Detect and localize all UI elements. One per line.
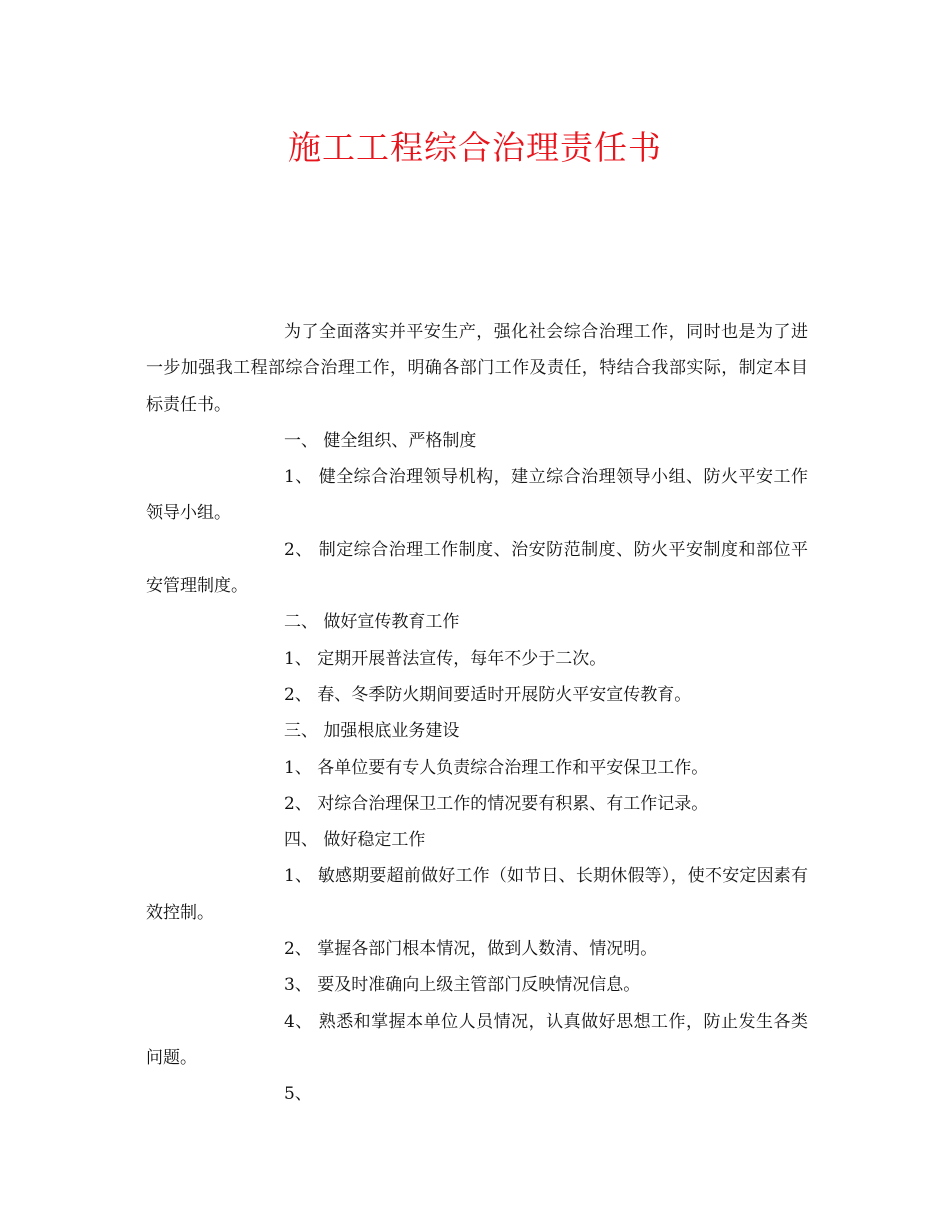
section-heading-1: 一、 健全组织、严格制度 (284, 430, 477, 451)
section-4-item-3: 3、 要及时准确向上级主管部门反映情况信息。 (284, 975, 641, 996)
section-3-item-1: 1、 各单位要有专人负责综合治理工作和平安保卫工作。 (284, 757, 709, 778)
section-1-item-2: 2、 制定综合治理工作制度、治安防范制度、防火平安制度和部位平安管理制度。 (146, 539, 808, 597)
section-4-item-2: 2、 掌握各部门根本情况，做到人数清、情况明。 (284, 939, 658, 960)
section-heading-3: 三、 加强根底业务建设 (284, 721, 460, 742)
document-body (146, 314, 808, 1113)
section-4-item-1: 1、 敏感期要超前做好工作（如节日、长期休假等），使不安定因素有效控制。 (146, 866, 808, 923)
section-2-item-1: 1、 定期开展普法宣传，每年不少于二次。 (284, 648, 607, 669)
section-4-item-4: 4、 熟悉和掌握本单位人员情况，认真做好思想工作，防止发生各类问题。 (146, 1011, 808, 1068)
section-2-item-2: 2、 春、冬季防火期间要适时开展防火平安宣传教育。 (284, 684, 692, 705)
section-4-item-5: 5、 (284, 1084, 312, 1105)
intro-paragraph: 为了全面落实并平安生产，强化社会综合治理工作，同时也是为了进一步加强我工程部综合治理工作，明确各部门工作及责任，特结合我部实际，制定本目标责任书。 (146, 322, 808, 415)
document-title: 施工工程综合治理责任书 (288, 128, 662, 167)
section-heading-2: 二、 做好宣传教育工作 (284, 612, 460, 633)
section-3-item-2: 2、 对综合治理保卫工作的情况要有积累、有工作记录。 (284, 793, 709, 814)
section-1-item-1: 1、 健全综合治理领导机构，建立综合治理领导小组、防火平安工作领导小组。 (146, 467, 808, 524)
section-heading-4: 四、 做好稳定工作 (284, 830, 426, 851)
